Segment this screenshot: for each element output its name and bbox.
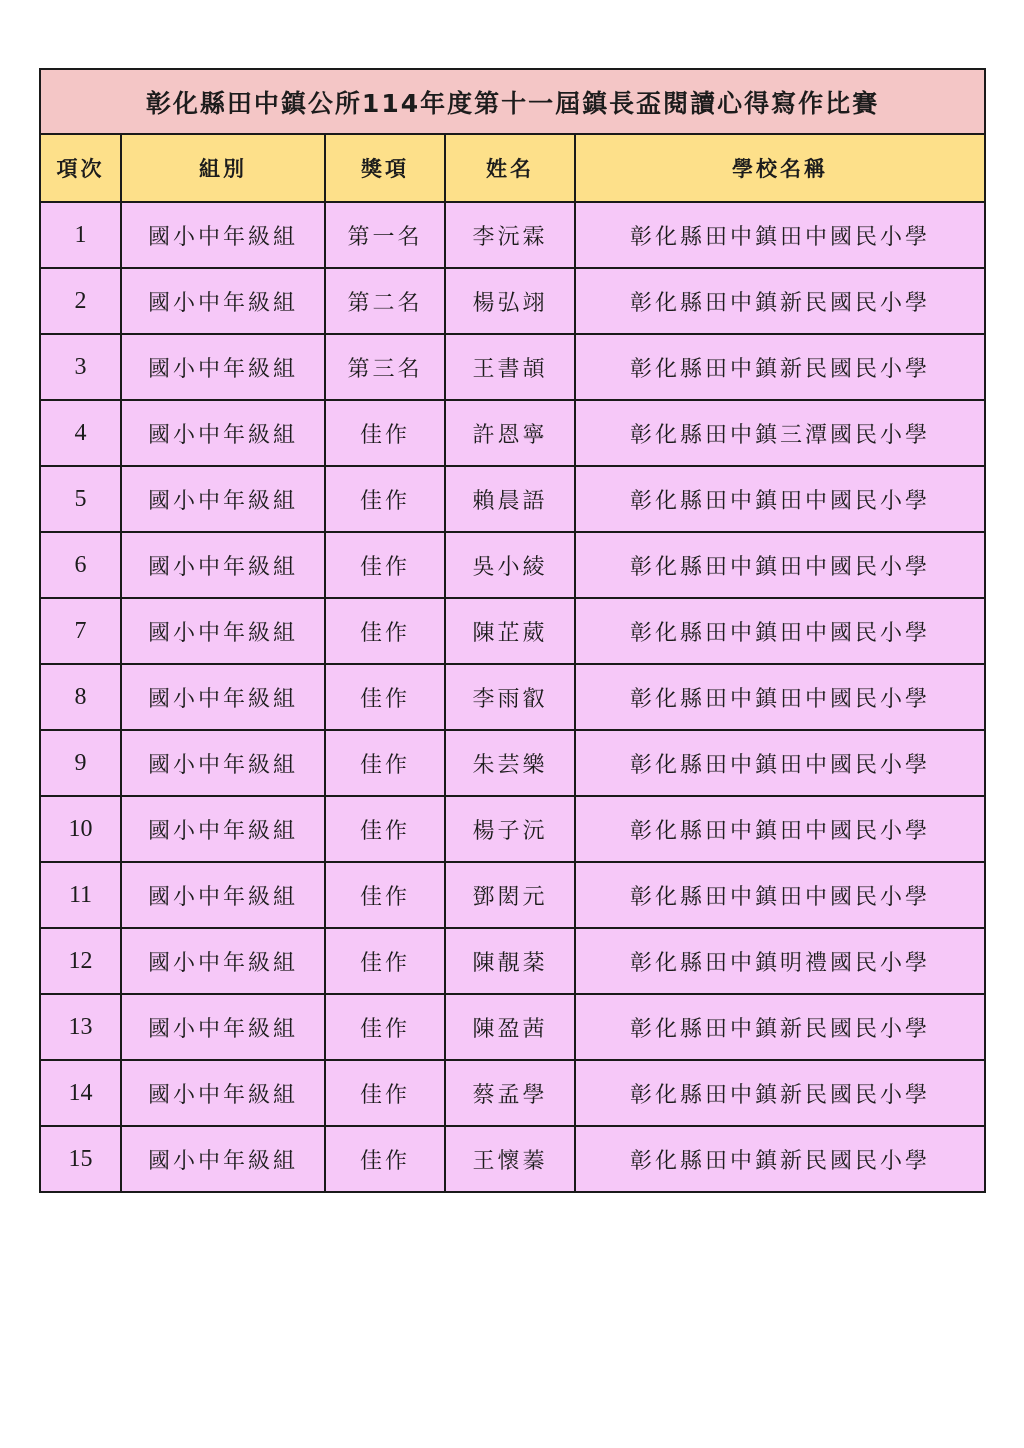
cell-school: 彰化縣田中鎮田中國民小學 bbox=[575, 532, 985, 598]
cell-group: 國小中年級組 bbox=[121, 598, 325, 664]
cell-group: 國小中年級組 bbox=[121, 1060, 325, 1126]
cell-no: 7 bbox=[40, 598, 121, 664]
cell-no: 12 bbox=[40, 928, 121, 994]
cell-school: 彰化縣田中鎮田中國民小學 bbox=[575, 862, 985, 928]
cell-award: 第一名 bbox=[325, 202, 445, 268]
cell-award: 佳作 bbox=[325, 400, 445, 466]
cell-no: 5 bbox=[40, 466, 121, 532]
cell-school: 彰化縣田中鎮田中國民小學 bbox=[575, 202, 985, 268]
column-header-award: 獎項 bbox=[325, 134, 445, 202]
cell-group: 國小中年級組 bbox=[121, 202, 325, 268]
cell-name: 王書頡 bbox=[445, 334, 575, 400]
cell-name: 蔡孟學 bbox=[445, 1060, 575, 1126]
results-table bbox=[39, 68, 986, 1193]
table-row bbox=[40, 796, 985, 862]
table-row bbox=[40, 268, 985, 334]
cell-name: 吳小綾 bbox=[445, 532, 575, 598]
cell-no: 4 bbox=[40, 400, 121, 466]
cell-name: 陳芷葳 bbox=[445, 598, 575, 664]
cell-name: 楊子沅 bbox=[445, 796, 575, 862]
cell-no: 14 bbox=[40, 1060, 121, 1126]
table-row bbox=[40, 202, 985, 268]
cell-award: 佳作 bbox=[325, 730, 445, 796]
cell-no: 6 bbox=[40, 532, 121, 598]
cell-school: 彰化縣田中鎮新民國民小學 bbox=[575, 268, 985, 334]
cell-award: 第三名 bbox=[325, 334, 445, 400]
cell-school: 彰化縣田中鎮三潭國民小學 bbox=[575, 400, 985, 466]
cell-school: 彰化縣田中鎮田中國民小學 bbox=[575, 730, 985, 796]
cell-name: 朱芸樂 bbox=[445, 730, 575, 796]
cell-school: 彰化縣田中鎮新民國民小學 bbox=[575, 334, 985, 400]
cell-group: 國小中年級組 bbox=[121, 730, 325, 796]
cell-group: 國小中年級組 bbox=[121, 928, 325, 994]
cell-award: 佳作 bbox=[325, 994, 445, 1060]
cell-award: 佳作 bbox=[325, 796, 445, 862]
table-row bbox=[40, 928, 985, 994]
table-row bbox=[40, 1126, 985, 1192]
cell-name: 陳盈茜 bbox=[445, 994, 575, 1060]
cell-school: 彰化縣田中鎮新民國民小學 bbox=[575, 1060, 985, 1126]
header-row bbox=[40, 134, 985, 202]
column-header-group: 組別 bbox=[121, 134, 325, 202]
cell-award: 佳作 bbox=[325, 1126, 445, 1192]
cell-group: 國小中年級組 bbox=[121, 268, 325, 334]
table-row bbox=[40, 1060, 985, 1126]
cell-no: 9 bbox=[40, 730, 121, 796]
cell-group: 國小中年級組 bbox=[121, 796, 325, 862]
cell-group: 國小中年級組 bbox=[121, 532, 325, 598]
cell-group: 國小中年級組 bbox=[121, 334, 325, 400]
table-row bbox=[40, 466, 985, 532]
cell-school: 彰化縣田中鎮田中國民小學 bbox=[575, 598, 985, 664]
cell-school: 彰化縣田中鎮田中國民小學 bbox=[575, 664, 985, 730]
cell-award: 佳作 bbox=[325, 664, 445, 730]
table-row bbox=[40, 664, 985, 730]
cell-school: 彰化縣田中鎮明禮國民小學 bbox=[575, 928, 985, 994]
cell-no: 2 bbox=[40, 268, 121, 334]
table-row bbox=[40, 532, 985, 598]
cell-name: 陳靚棻 bbox=[445, 928, 575, 994]
table-row bbox=[40, 400, 985, 466]
table-row bbox=[40, 994, 985, 1060]
cell-award: 佳作 bbox=[325, 1060, 445, 1126]
column-header-name: 姓名 bbox=[445, 134, 575, 202]
cell-no: 11 bbox=[40, 862, 121, 928]
cell-no: 1 bbox=[40, 202, 121, 268]
cell-group: 國小中年級組 bbox=[121, 994, 325, 1060]
cell-award: 佳作 bbox=[325, 928, 445, 994]
cell-no: 10 bbox=[40, 796, 121, 862]
table-row bbox=[40, 730, 985, 796]
page-title: 彰化縣田中鎮公所114年度第十一屆鎮長盃閱讀心得寫作比賽 bbox=[40, 69, 985, 134]
cell-no: 15 bbox=[40, 1126, 121, 1192]
cell-group: 國小中年級組 bbox=[121, 664, 325, 730]
cell-name: 王懷蓁 bbox=[445, 1126, 575, 1192]
cell-group: 國小中年級組 bbox=[121, 1126, 325, 1192]
cell-school: 彰化縣田中鎮田中國民小學 bbox=[575, 796, 985, 862]
cell-school: 彰化縣田中鎮田中國民小學 bbox=[575, 466, 985, 532]
cell-no: 13 bbox=[40, 994, 121, 1060]
cell-group: 國小中年級組 bbox=[121, 862, 325, 928]
table-row bbox=[40, 598, 985, 664]
cell-name: 許恩寧 bbox=[445, 400, 575, 466]
cell-award: 第二名 bbox=[325, 268, 445, 334]
cell-name: 賴晨語 bbox=[445, 466, 575, 532]
cell-no: 3 bbox=[40, 334, 121, 400]
cell-award: 佳作 bbox=[325, 466, 445, 532]
cell-name: 李沅霖 bbox=[445, 202, 575, 268]
cell-school: 彰化縣田中鎮新民國民小學 bbox=[575, 1126, 985, 1192]
cell-school: 彰化縣田中鎮新民國民小學 bbox=[575, 994, 985, 1060]
column-header-school: 學校名稱 bbox=[575, 134, 985, 202]
table-row bbox=[40, 862, 985, 928]
cell-award: 佳作 bbox=[325, 862, 445, 928]
cell-name: 鄧閎元 bbox=[445, 862, 575, 928]
cell-award: 佳作 bbox=[325, 598, 445, 664]
cell-group: 國小中年級組 bbox=[121, 400, 325, 466]
cell-name: 李雨叡 bbox=[445, 664, 575, 730]
cell-group: 國小中年級組 bbox=[121, 466, 325, 532]
cell-award: 佳作 bbox=[325, 532, 445, 598]
table-row bbox=[40, 334, 985, 400]
cell-no: 8 bbox=[40, 664, 121, 730]
cell-name: 楊弘翊 bbox=[445, 268, 575, 334]
column-header-no: 項次 bbox=[40, 134, 121, 202]
